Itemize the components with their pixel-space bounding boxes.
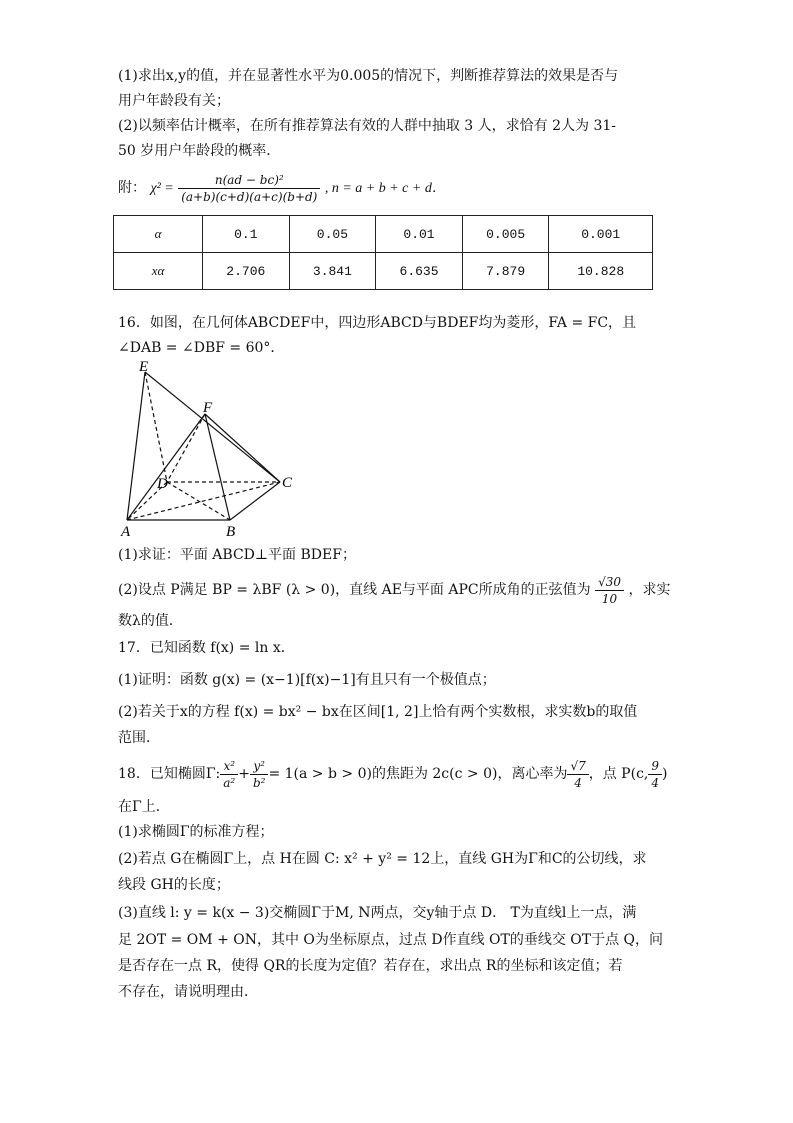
q16-stem-line1: 16．如图，在几何体ABCDEF中，四边形ABCD与BDEF均为菱形，FA = FC，且 bbox=[118, 315, 637, 331]
q18-part2-line2: 线段 GH的长度； bbox=[118, 877, 230, 893]
q16-part1: (1)求证：平面 ABCD⊥平面 BDEF； bbox=[118, 547, 356, 563]
point-p-num: 9 bbox=[648, 758, 662, 775]
q18-stem-part2: = 1(a > b > 0)的焦距为 2c(c > 0)，离心率为 bbox=[268, 766, 568, 782]
eccentricity-den: 4 bbox=[574, 775, 582, 790]
table-cell: 0.05 bbox=[289, 216, 376, 253]
chi-square-numerator: n(ad − bc)² bbox=[178, 172, 320, 189]
eccentricity-fraction bbox=[567, 758, 588, 791]
ellipse-y-fraction bbox=[250, 758, 269, 791]
edge-DB bbox=[167, 482, 230, 520]
table-row bbox=[114, 216, 653, 253]
q16-part2-line2: 数λ的值． bbox=[118, 613, 183, 629]
q16-part2-tail: ，求实 bbox=[628, 582, 671, 598]
chi-square-denominator: (a+b)(c+d)(a+c)(b+d) bbox=[181, 189, 318, 204]
q16-part2-line1 bbox=[118, 572, 670, 608]
chi-square-tail: , n = a + b + c + d． bbox=[324, 181, 446, 196]
q16-part2-text: (2)设点 P满足 BP = λBF (λ > 0)，直线 AE与平面 APC所成角的正弦值为 bbox=[118, 582, 591, 598]
table-cell: 10.828 bbox=[549, 253, 653, 290]
q15-part1-line1: (1)求出x,y的值，并在显著性水平为0.005的情况下，判断推荐算法的效果是否与 bbox=[118, 68, 619, 84]
table-header-alpha: α bbox=[114, 216, 203, 253]
ellipse-y-num: y² bbox=[250, 758, 269, 775]
vertex-label-D: D bbox=[157, 476, 168, 492]
q15-part2-line1: (2)以频率估计概率，在所有推荐算法有效的人群中抽取 3 人，求恰有 2人为 31- bbox=[118, 118, 616, 134]
vertex-label-E: E bbox=[139, 359, 149, 375]
table-cell: 3.841 bbox=[289, 253, 376, 290]
q18-part1: (1)求椭圆Γ的标准方程； bbox=[118, 824, 274, 840]
table-cell: 7.879 bbox=[462, 253, 549, 290]
q18-stem-part3: ，点 P(c, bbox=[588, 766, 649, 782]
vertex-label-C: C bbox=[282, 475, 293, 491]
q18-part3-line4: 不存在，请说明理由． bbox=[118, 984, 258, 1000]
table-cell: 2.706 bbox=[203, 253, 290, 290]
vertex-label-F: F bbox=[203, 400, 213, 416]
q18-part2-line1: (2)若点 G在椭圆Γ上，点 H在圆 C: x² + y² = 12上，直线 GH为Γ和C的公切线，求 bbox=[118, 851, 647, 867]
chi-square-lhs: χ² = bbox=[150, 181, 174, 196]
q18-part3-line3: 是否存在一点 R，使得 QR的长度为定值？若存在，求出点 R的坐标和该定值；若 bbox=[118, 958, 623, 974]
q18-stem-line2: 在Γ上． bbox=[118, 799, 170, 815]
q17-part2-line1: (2)若关于x的方程 f(x) = bx² − bx在区间[1, 2]上恰有两个实数根，求实数b的取值 bbox=[118, 704, 638, 720]
q16-stem-line2: ∠DAB = ∠DBF = 60°． bbox=[118, 340, 285, 356]
ellipse-plus: + bbox=[238, 766, 250, 782]
ellipse-x-num: x² bbox=[220, 758, 238, 775]
edge-BC bbox=[230, 482, 280, 520]
edge-FC bbox=[205, 414, 280, 482]
edge-EC bbox=[145, 372, 280, 482]
q17-stem: 17．已知函数 f(x) = ln x． bbox=[118, 640, 295, 656]
chi-square-fraction bbox=[178, 172, 320, 205]
table-row bbox=[114, 253, 653, 290]
ellipse-y-den: b² bbox=[252, 775, 266, 790]
appendix-label: 附： bbox=[118, 180, 146, 196]
table-cell: 0.01 bbox=[376, 216, 463, 253]
q18-part3-line2: 足 2OT = OM + ON，其中 O为坐标原点，过点 D作直线 OT的垂线交 OT于点 Q，问 bbox=[118, 932, 664, 948]
table-cell: 0.005 bbox=[462, 216, 549, 253]
point-p-den: 4 bbox=[651, 775, 659, 790]
vertex-label-B: B bbox=[226, 524, 236, 538]
eccentricity-num: √7 bbox=[567, 758, 588, 775]
table-cell: 6.635 bbox=[376, 253, 463, 290]
q18-stem-part1: 18．已知椭圆Γ: bbox=[118, 766, 221, 782]
q15-appendix-formula bbox=[118, 168, 446, 209]
q18-part3-line1: (3)直线 l: y = k(x − 3)交椭圆Γ于M, N两点，交y轴于点 D． T为直线l上一点，满 bbox=[118, 905, 637, 921]
ellipse-x-fraction bbox=[220, 758, 238, 791]
sine-value-denominator: 10 bbox=[601, 591, 618, 606]
sine-value-fraction bbox=[595, 574, 624, 607]
vertex-label-A: A bbox=[121, 524, 131, 538]
q18-stem-part4: ) bbox=[662, 766, 668, 782]
point-p-fraction bbox=[648, 758, 662, 791]
edge-FB bbox=[205, 414, 230, 520]
critical-value-table bbox=[113, 215, 653, 290]
q15-part2-line2: 50 岁用户年龄段的概率． bbox=[118, 143, 281, 159]
edge-EA bbox=[127, 372, 145, 520]
sine-value-numerator: √30 bbox=[595, 574, 624, 591]
q17-part2-line2: 范围． bbox=[118, 730, 160, 746]
table-cell: 0.1 bbox=[203, 216, 290, 253]
edge-FA bbox=[127, 414, 205, 520]
q17-part1: (1)证明：函数 g(x) = (x−1)[f(x)−1]有且只有一个极值点； bbox=[118, 672, 496, 688]
edge-FD bbox=[167, 414, 205, 482]
table-cell: 0.001 bbox=[549, 216, 653, 253]
geometry-figure bbox=[110, 358, 310, 538]
edge-AC bbox=[127, 482, 280, 520]
q18-stem-line1 bbox=[118, 756, 667, 792]
q15-part1-line2: 用户年龄段有关； bbox=[118, 93, 230, 109]
table-header-x-alpha: xα bbox=[114, 253, 203, 290]
ellipse-x-den: a² bbox=[223, 775, 236, 790]
edge-ED bbox=[145, 372, 167, 482]
